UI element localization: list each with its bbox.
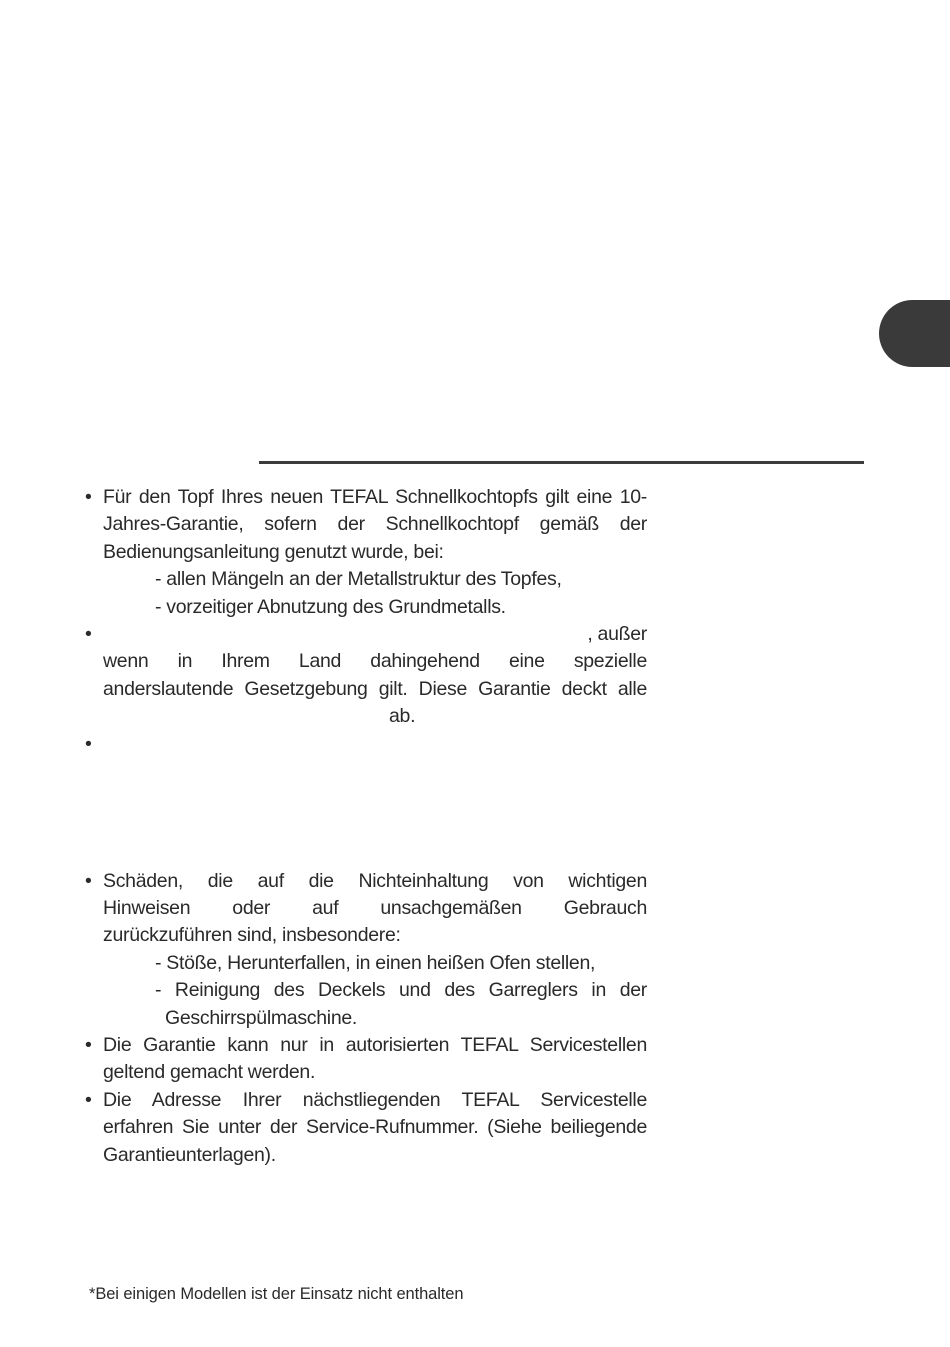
list-item [85, 484, 647, 621]
text-fragment: ab. [389, 705, 416, 728]
list-item [85, 868, 647, 1032]
text-line: Die Adresse Ihrer nächstliegenden TEFAL Servicestelle [103, 1088, 647, 1111]
bullet-icon: • [85, 623, 92, 646]
list-item [85, 731, 647, 868]
bullet-icon: • [85, 732, 92, 755]
sub-item: - Stöße, Herunterfallen, in einen heißen Ofen stellen, [155, 951, 596, 974]
text-line: Hinweisen oder auf unsachgemäßen Gebrauch [103, 897, 647, 920]
chapter-tab [879, 300, 950, 367]
text-line-wrapper [103, 703, 647, 730]
sub-item: - Reinigung des Deckels und des Garreglers in der [155, 979, 647, 1002]
list-item [85, 621, 647, 731]
text-line: Für den Topf Ihres neuen TEFAL Schnellkochtopfs gilt eine 10- [103, 486, 647, 508]
list-item [85, 1087, 647, 1169]
text-line: Jahres-Garantie, sofern der Schnellkochtopf gemäß der [103, 513, 647, 536]
text-line: Bedienungsanleitung genutzt wurde, bei: [103, 540, 444, 563]
text-line: erfahren Sie unter der Service-Rufnummer. (Siehe beiliegende [103, 1116, 647, 1139]
bullet-icon: • [85, 1034, 92, 1057]
sub-item: - allen Mängeln an der Metallstruktur des Topfes, [155, 568, 562, 591]
bullet-icon: • [85, 869, 92, 892]
sub-item: - vorzeitiger Abnutzung des Grundmetalls. [155, 595, 506, 618]
text-line: wenn in Ihrem Land dahingehend eine spezielle [103, 650, 647, 673]
text-line: Schäden, die auf die Nichteinhaltung von wichtigen [103, 869, 647, 892]
text-line: Die Garantie kann nur in autorisierten TEFAL Servicestellen [103, 1034, 647, 1057]
section-divider [259, 461, 864, 464]
warranty-text [85, 484, 647, 1169]
list-item [85, 1032, 647, 1087]
text-line: anderslautende Gesetzgebung gilt. Diese Garantie deckt alle [103, 677, 647, 700]
text-line: , außer [587, 623, 647, 646]
bullet-icon: • [85, 1088, 92, 1111]
text-line: zurückzuführen sind, insbesondere: [103, 924, 401, 947]
footnote: *Bei einigen Modellen ist der Einsatz nicht enthalten [89, 1285, 464, 1303]
sub-item-continuation: Geschirrspülmaschine. [165, 1006, 358, 1029]
text-line: Garantieunterlagen). [103, 1143, 276, 1166]
bullet-icon: • [85, 486, 92, 508]
text-line: geltend gemacht werden. [103, 1061, 316, 1084]
